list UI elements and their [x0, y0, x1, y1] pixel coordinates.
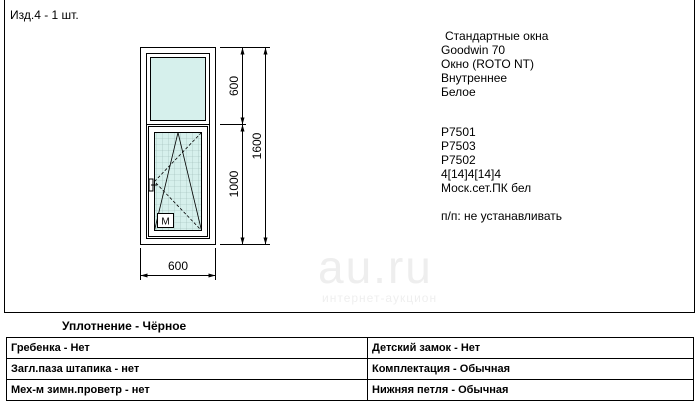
mosquito-net-label: М — [161, 216, 170, 228]
spec-line: Goodwin 70 — [441, 43, 506, 57]
spec-note: п/п: не устанавливать — [441, 209, 563, 223]
option-cell: Комплектация - Обычная — [368, 359, 694, 380]
watermark-subtitle: интернет-аукцион — [322, 291, 438, 305]
dim-total-value: 1600 — [250, 132, 264, 160]
options-table — [6, 337, 694, 401]
item-title: Изд.4 - 1 шт. — [10, 8, 79, 22]
spec-block-codes — [441, 125, 531, 195]
spec-line: Окно (ROTO NT) — [441, 57, 534, 71]
option-cell: Гребенка - Нет — [7, 338, 368, 359]
option-cell: Мех-м зимн.проветр - нет — [7, 380, 368, 401]
option-cell: Детский замок - Нет — [368, 338, 694, 359]
dim-bottom-value: 1000 — [227, 170, 241, 198]
option-cell: Загл.паза штапика - нет — [7, 359, 368, 380]
top-glass-pane — [151, 58, 206, 121]
spec-block-top — [441, 29, 548, 99]
table-row — [7, 380, 694, 401]
spec-code: P7502 — [441, 153, 476, 167]
sealing-label: Уплотнение - Чёрное — [62, 319, 187, 333]
spec-line: Внутреннее — [441, 71, 508, 85]
table-row — [7, 338, 694, 359]
spec-line: Белое — [441, 85, 476, 99]
spec-code: Моск.сет.ПК бел — [441, 181, 532, 195]
watermark-logo: au.ru — [318, 241, 433, 293]
table-row — [7, 359, 694, 380]
option-cell: Нижняя петля - Обычная — [368, 380, 694, 401]
spec-code: P7503 — [441, 139, 476, 153]
spec-line: Стандартные окна — [445, 29, 549, 43]
spec-code: P7501 — [441, 125, 476, 139]
dim-top-value: 600 — [227, 75, 241, 97]
dim-width-value: 600 — [167, 259, 189, 273]
spec-code: 4[14]4[14]4 — [441, 167, 502, 181]
